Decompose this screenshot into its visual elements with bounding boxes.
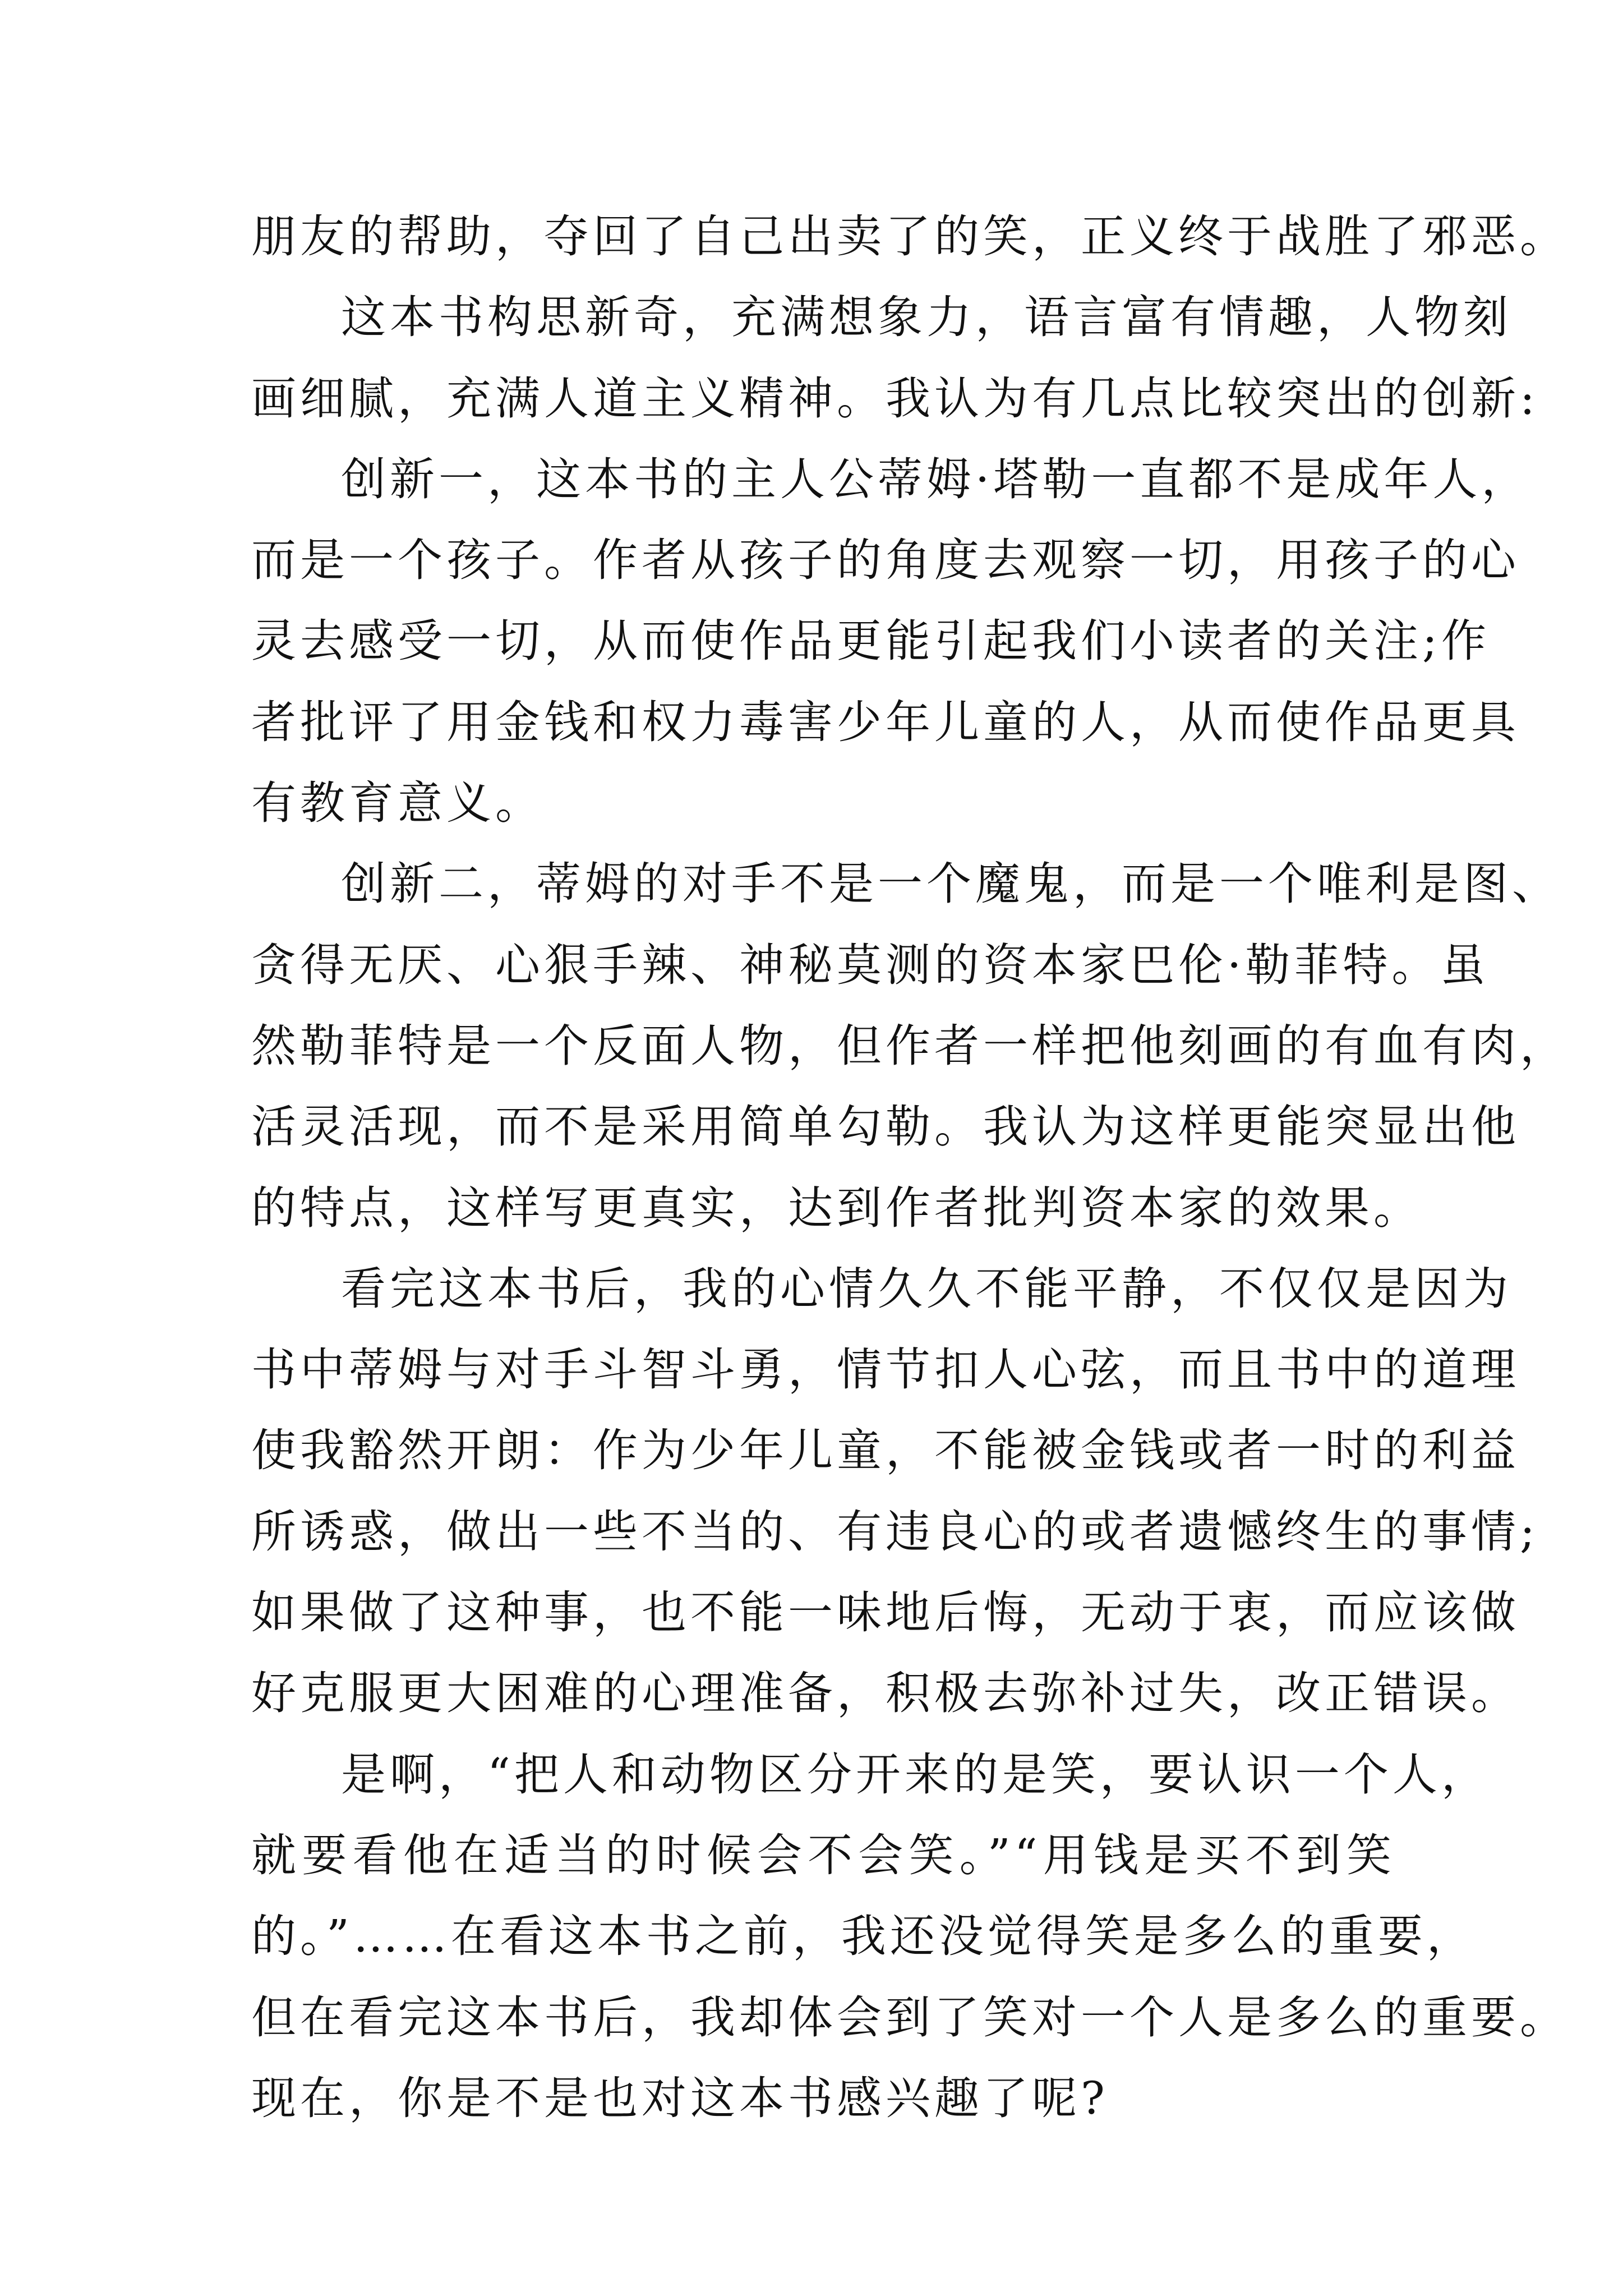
text-line: 好克服更大困难的心理准备，积极去弥补过失，改正错误。 <box>251 1667 1520 1720</box>
text-line: 然勒菲特是一个反面人物，但作者一样把他刻画的有血有肉， <box>251 1019 1569 1072</box>
text-line: 现在，你是不是也对这本书感兴趣了呢? <box>251 2072 1109 2124</box>
text-line: 书中蒂姆与对手斗智斗勇，情节扣人心弦，而且书中的道理 <box>251 1343 1520 1396</box>
text-line: 的特点，这样写更真实，达到作者批判资本家的效果。 <box>251 1181 1422 1234</box>
text-line: 所诱惑，做出一些不当的、有违良心的或者遗憾终生的事情; <box>251 1505 1539 1558</box>
text-line: 活灵活现，而不是采用简单勾勒。我认为这样更能突显出他 <box>251 1101 1520 1153</box>
paragraph-first-line: 创新二，蒂姆的对手不是一个魔鬼，而是一个唯利是图、 <box>341 858 1561 910</box>
text-line: 但在看完这本书后，我却体会到了笑对一个人是多么的重要。 <box>251 1991 1569 2044</box>
body-text <box>251 196 1569 2139</box>
text-line: 朋友的帮助，夺回了自己出卖了的笑，正义终于战胜了邪恶。 <box>251 210 1569 263</box>
paragraph-first-line: 看完这本书后，我的心情久久不能平静，不仅仅是因为 <box>341 1262 1512 1315</box>
text-line: 的。”……在看这本书之前，我还没觉得笑是多么的重要， <box>251 1910 1476 1963</box>
text-line: 而是一个孩子。作者从孩子的角度去观察一切，用孩子的心 <box>251 534 1520 587</box>
paragraph-first-line: 是啊，“把人和动物区分开来的是笑，要认识一个人， <box>341 1748 1490 1801</box>
text-line: 灵去感受一切，从而使作品更能引起我们小读者的关注;作 <box>251 615 1490 668</box>
paragraph-first-line: 创新一，这本书的主人公蒂姆·塔勒一直都不是成年人， <box>341 453 1530 505</box>
text-line: 者批评了用金钱和权力毒害少年儿童的人，从而使作品更具 <box>251 696 1520 748</box>
text-line: 使我豁然开朗：作为少年儿童，不能被金钱或者一时的利益 <box>251 1424 1520 1477</box>
text-line: 画细腻，充满人道主义精神。我认为有几点比较突出的创新: <box>251 372 1539 425</box>
text-line: 就要看他在适当的时候会不会笑。”“用钱是买不到笑 <box>251 1829 1395 1881</box>
text-line: 贪得无厌、心狠手辣、神秘莫测的资本家巴伦·勒菲特。虽 <box>251 938 1490 991</box>
text-line: 如果做了这种事，也不能一味地后悔，无动于衷，而应该做 <box>251 1586 1520 1639</box>
paragraph-first-line: 这本书构思新奇，充满想象力，语言富有情趣，人物刻 <box>341 291 1512 344</box>
text-line: 有教育意义。 <box>251 777 544 830</box>
